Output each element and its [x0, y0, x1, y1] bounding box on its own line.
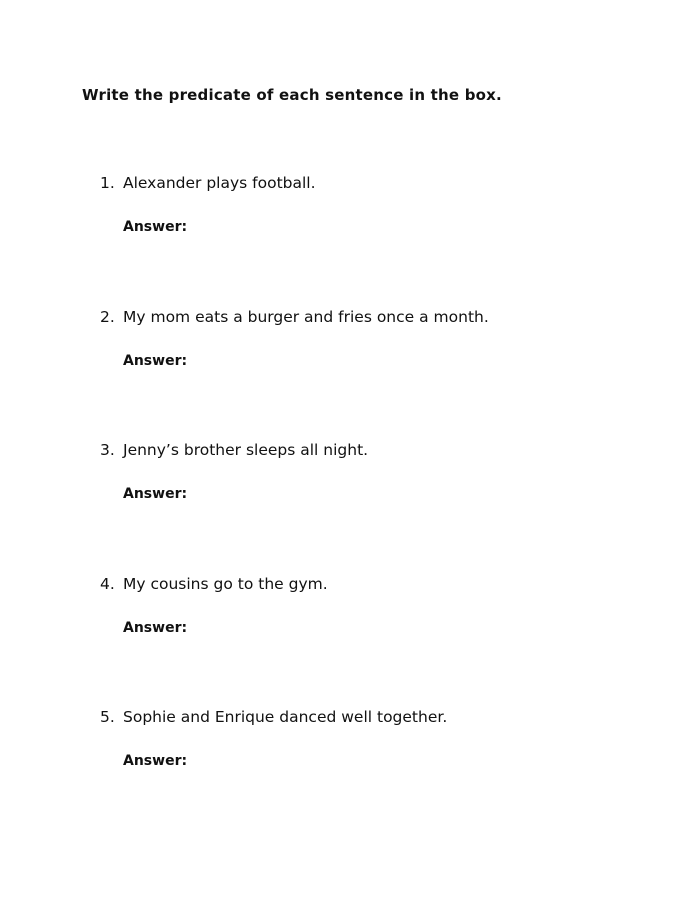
answer-row	[123, 353, 660, 379]
answer-row	[123, 486, 660, 512]
answer-row	[123, 753, 660, 779]
question-text-row	[100, 308, 660, 326]
answer-input-3[interactable]	[195, 483, 559, 507]
answer-label: Answer:	[123, 486, 188, 502]
question-number: 5.	[100, 708, 115, 726]
question-sentence: My mom eats a burger and fries once a month.	[123, 308, 489, 326]
question-4	[100, 575, 660, 646]
answer-label: Answer:	[123, 753, 188, 769]
answer-input-5[interactable]	[195, 750, 559, 774]
answer-row	[123, 219, 660, 245]
answer-label: Answer:	[123, 620, 188, 636]
instruction-heading: Write the predicate of each sentence in the box.	[82, 86, 502, 104]
question-text-row	[100, 174, 660, 192]
question-number: 4.	[100, 575, 115, 593]
question-1	[100, 174, 660, 245]
question-sentence: My cousins go to the gym.	[123, 575, 328, 593]
question-text-row	[100, 708, 660, 726]
question-sentence: Jenny’s brother sleeps all night.	[123, 441, 369, 459]
question-text-row	[100, 575, 660, 593]
answer-label: Answer:	[123, 353, 188, 369]
question-2	[100, 308, 660, 379]
question-number: 2.	[100, 308, 115, 326]
answer-input-2[interactable]	[195, 350, 559, 374]
question-number: 1.	[100, 174, 115, 192]
question-sentence: Alexander plays football.	[123, 174, 316, 192]
question-3	[100, 441, 660, 512]
question-sentence: Sophie and Enrique danced well together.	[123, 708, 448, 726]
question-number: 3.	[100, 441, 115, 459]
answer-label: Answer:	[123, 219, 188, 235]
answer-input-1[interactable]	[195, 216, 559, 240]
question-text-row	[100, 441, 660, 459]
question-5	[100, 708, 660, 779]
answer-row	[123, 620, 660, 646]
answer-input-4[interactable]	[195, 617, 559, 641]
